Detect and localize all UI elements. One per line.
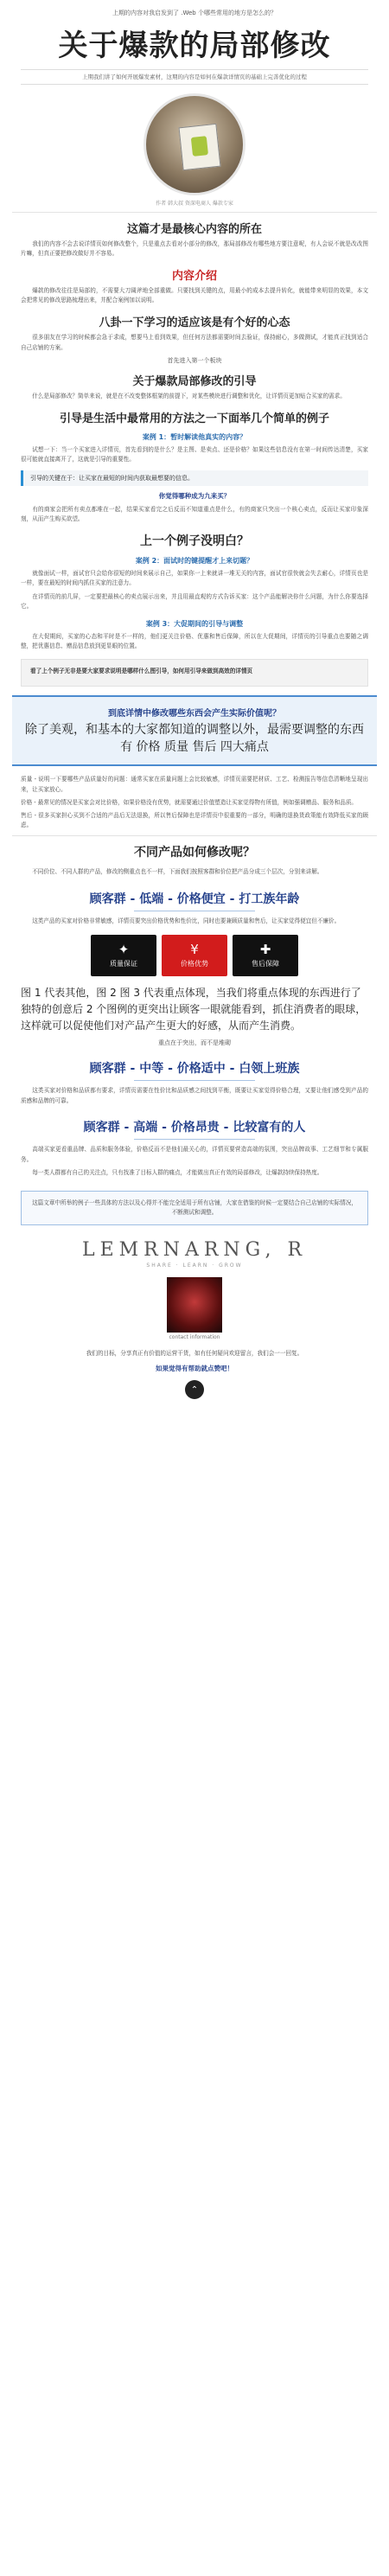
paragraph: 爆款的修改往往是局部的，不需要大刀阔斧地全部重做。只要找到关键的点，用最小的成本去提升转化，就能带来明显的效果，本文会把常见的修改思路梳理出来，并配合案例加以说明。 <box>21 286 368 304</box>
key-question-band <box>12 695 377 766</box>
tile-label: 价格优势 <box>181 959 208 968</box>
paragraph: 很多朋友在学习的时候都会急于求成，想要马上看到效果，但任何方法都需要时间去验证，保持耐心，多做测试，才能真正找到适合自己店铺的方案。 <box>21 334 368 351</box>
case-title-2: 案例 2：面试时的键提醒才上来切题？ <box>135 556 254 565</box>
intro-note: 上期的内容对我启发到了 .Web 个哪些常用的地方是怎么的？ <box>112 10 277 16</box>
price-icon: ¥ <box>190 941 199 957</box>
case-title-1: 案例 1：暂时解读他真实的内容？ <box>142 432 247 441</box>
paragraph: 试想一下：当一个买家进入详情页，首先看到的是什么？是主图、是卖点、还是价格？如果这些信息没有在第一时间传达清楚，买家很可能就直接离开了，这就是引导的重要性。 <box>21 445 368 463</box>
section-lead: 首先进入第一个板块 <box>167 357 222 365</box>
section-heading-guide: 关于爆款局部修改的引导 <box>132 375 257 389</box>
feature-tile-quality <box>91 935 156 976</box>
paragraph: 在详情页的前几屏，一定要把最核心的卖点展示出来，并且用最直观的方式告诉买家：这个产品能解决你什么问题，为什么你要选择它。 <box>21 592 368 610</box>
feature-tile-aftersale <box>233 935 298 976</box>
tile-label: 售后保障 <box>252 959 279 968</box>
section-heading-mindset: 八卦一下学习的适应该是有个好的心态 <box>99 316 290 330</box>
closing-note-box <box>21 1191 368 1225</box>
page-title: 关于爆款的局部修改 <box>58 28 331 63</box>
chevron-up-icon: ⌃ <box>190 1384 199 1395</box>
subtitle: 上期我们讲了如何开展爆发素材，这期的内容是如何在爆款详情页的基础上完善优化的过程 <box>21 69 368 85</box>
thanks-line: 如果觉得有帮助就点赞吧！ <box>156 1365 233 1373</box>
section-heading-examples: 引导是生活中最常用的方法之一下面举几个简单的例子 <box>59 412 329 425</box>
tile-explanation: 图 1 代表其他，图 2 图 3 代表重点体现，当我们将重点体现的东西进行了独特的创意后 2 个图例的更突出让顾客一眼就能看到，抓住消费者的眼球，这样就可以促使他们对产品产生更大的好感，从而产生消费。 <box>21 987 367 1032</box>
tier-underline <box>134 1139 255 1140</box>
paragraph: 我们的内容不会去说详情页如何修改整个，只是重点去看对小部分的修改，那局部修改有哪些地方要注意呢，有人会说不就是改改图片嘛，但真正要把修改做好并不容易。 <box>21 240 368 258</box>
portrait-caption: contact information <box>169 1334 220 1341</box>
author-portrait <box>167 1277 222 1333</box>
question-heading: 上一个例子没明白？ <box>140 534 249 548</box>
tier-title-mid: 顾客群 - 中等 - 价格适中 - 白领上班族 <box>89 1062 300 1077</box>
question-line: 你觉得哪种成为九来买？ <box>158 491 231 500</box>
final-note: 我们的目标，分享真正有价值的运营干货，如有任何疑问欢迎留言，我们会一一回复。 <box>86 1350 303 1358</box>
pain-point-quality: 质量 - 说明一下要哪些产品质量好的问题：通常买家在质量问题上会比较敏感，详情页需要把材质、工艺、检测报告等信息清晰地呈现出来，让买家放心。 <box>21 776 368 793</box>
paragraph: 在大促期间，买家的心态和平时是不一样的，他们更关注价格、优惠和售后保障，所以在大促期间，详情页的引导重点也要随之调整，把优惠信息、赠品信息放到更显眼的位置。 <box>21 632 368 650</box>
feature-tile-row <box>12 935 377 976</box>
tier-title-high: 顾客群 - 高端 - 价格昂贵 - 比较富有的人 <box>83 1121 306 1135</box>
pain-point-price: 价格 - 最常见的情况是买家会对比价格，如果价格没有优势，就需要通过价值塑造让买家觉得物有所值，例如强调赠品、服务和品质。 <box>21 798 358 806</box>
paragraph: 不同价位、不同人群的产品，修改的侧重点也不一样，下面我们按照客群和价位把产品分成三个层次，分别来讲解。 <box>32 868 323 876</box>
section-heading-intro: 内容介绍 <box>171 269 217 283</box>
tier-underline <box>134 1080 255 1081</box>
paragraph: 这类产品的买家对价格非常敏感，详情页要突出价格优势和性价比，同时也要兼顾质量和售后，让买家觉得便宜但不廉价。 <box>32 917 341 924</box>
author-caption: 作者 韩大叔 资深电商人 爆款专家 <box>156 200 233 207</box>
paragraph: 这类买家对价格和品质都有要求，详情页需要在性价比和品质感之间找到平衡，既要让买家觉得价格合理，又要让他们感受到产品的质感和品牌的可靠。 <box>21 1087 368 1104</box>
pain-point-aftersale: 售后 - 很多买家担心买到不合适的产品后无法退换，所以售后保障也是详情页中很重要的一部分，明确的退换货政策能有效降低买家的顾虑。 <box>21 811 368 829</box>
photo-card-graphic <box>179 124 221 170</box>
paragraph: 每一类人群都有自己的关注点，只有找准了目标人群的痛点，才能做出真正有效的局部修改，让爆款持续保持热度。 <box>32 1169 323 1177</box>
divider <box>12 212 377 213</box>
aftersale-icon: ✚ <box>259 941 271 957</box>
highlight-box: 引导的关键在于：让买家在最短的时间内获取最想要的信息。 <box>21 470 368 486</box>
tile-label: 质量保证 <box>110 959 137 968</box>
divider <box>12 835 377 836</box>
note-title: 看了上个例子无非是要大家要求说明是哪样什么图引导，如何用引导来做到高效的详情页 <box>30 667 253 674</box>
case-title-3: 案例 3：大促期间的引导与调整 <box>145 619 244 628</box>
closing-note: 这篇文章中所举的例子一些具体的方法以及心得并不能完全适用于所有店铺，大家在借鉴的时候一定要结合自己店铺的实际情况，不断测试和调整。 <box>32 1199 357 1217</box>
tier-title-low: 顾客群 - 低端 - 价格便宜 - 打工族年龄 <box>89 892 300 906</box>
summary-note-box <box>21 659 368 687</box>
key-answer: 除了美观，和基本的大家都知道的调整以外，最需要调整的东西有 价格 质量 售后 四大痛点 <box>25 723 364 754</box>
tier-note: 重点在于突出，而不是堆砌 <box>158 1039 231 1047</box>
author-signature: LEMRNARNG, R <box>81 1239 308 1262</box>
section-heading-core: 这篇才是最核心内容的所在 <box>126 222 262 236</box>
product-question: 不同产品如何修改呢？ <box>134 846 255 860</box>
feature-tile-price <box>162 935 227 976</box>
quality-icon: ✦ <box>118 941 130 957</box>
paragraph: 高端买家更看重品牌、品质和服务体验，价格反而不是他们最关心的，详情页要营造高端的氛围，突出品牌故事、工艺细节和专属服务。 <box>21 1146 368 1163</box>
paragraph: 有的商家会把所有卖点都堆在一起，结果买家看完之后反而不知道重点是什么，有的商家只突出一个核心卖点，反而让买家印象深刻，从而产生购买欲望。 <box>21 505 368 523</box>
paragraph: 就像面试一样，面试官只会给你很短的时间来展示自己，如果你一上来就讲一堆无关的内容，面试官很快就会失去耐心，详情页也是一样，要在最短的时间内抓住买家的注意力。 <box>21 569 368 587</box>
author-photo <box>143 93 246 195</box>
paragraph: 什么是局部修改？简单来说，就是在不改变整体框架的前提下，对某些模块进行调整和优化，让详情页更加贴合买家的需求。 <box>32 393 346 400</box>
back-to-top-button[interactable] <box>185 1380 204 1399</box>
key-question: 到底详情中修改哪些东西会产生实际价值呢？ <box>108 709 281 719</box>
signature-tagline: SHARE · LEARN · GROW <box>146 1262 243 1269</box>
